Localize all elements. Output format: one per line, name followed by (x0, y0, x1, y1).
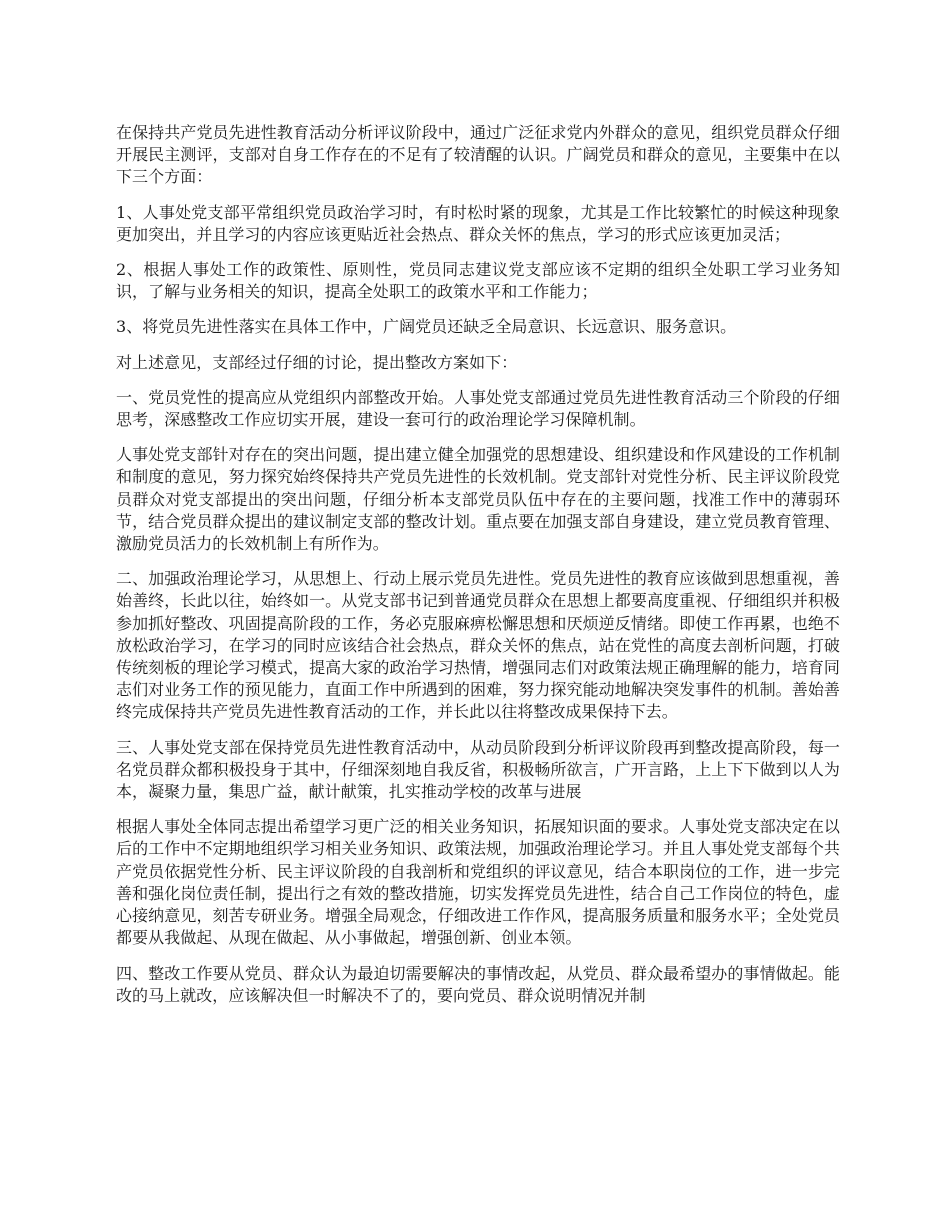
opinion-item-3: 3、将党员先进性落实在具体工作中，广阔党员还缺乏全局意识、长远意识、服务意识。 (116, 317, 737, 337)
intro-paragraph: 在保持共产党员先进性教育活动分析评议阶段中，通过广泛征求党内外群众的意见，组织党员群众仔细开展民主测评，支部对自身工作存在的不足有了较清醒的认识。广阔党员和群众的意见，主要集中在以下三个方面： (116, 123, 840, 187)
rectification-lead: 对上述意见，支部经过仔细的讨论，提出整改方案如下： (116, 352, 518, 372)
opinion-item-1: 1、人事处党支部平常组织党员政治学习时，有时松时紧的现象，尤其是工作比较繁忙的时候这种现象更加突出，并且学习的内容应该更贴近社会热点、群众关怀的焦点，学习的形式应该更加灵活； (116, 202, 840, 244)
opinion-item-2: 2、根据人事处工作的政策性、原则性，党员同志建议党支部应该不定期的组织全处职工学习业务知识，了解与业务相关的知识，提高全处职工的政策水平和工作能力； (116, 260, 840, 302)
section-four-paragraph: 四、整改工作要从党员、群众认为最迫切需要解决的事情改起，从党员、群众最希望办的事情做起。能改的马上就改，应该解决但一时解决不了的，要向党员、群众说明情况并制 (116, 963, 840, 1005)
section-three-body: 根据人事处全体同志提出希望学习更广泛的相关业务知识，拓展知识面的要求。人事处党支部决定在以后的工作中不定期地组织学习相关业务知识、政策法规，加强政治理论学习。并且人事处党支部每个共产党员依据党性分析、民主评议阶段的自我剖析和党组织的评议意见，结合本职岗位的工作，进一步完善和强化岗位责任制，提出行之有效的整改措施，切实发挥党员先进性，结合自己工作岗位的特色，虚心接纳意见，刻苦专研业务。增强全局观念，仔细改进工作作风，提高服务质量和服务水平；全处党员都要从我做起、从现在做起、从小事做起，增强创新、创业本领。 (116, 817, 840, 948)
section-three-paragraph: 三、人事处党支部在保持党员先进性教育活动中，从动员阶段到分析评议阶段再到整改提高阶段，每一名党员群众都积极投身于其中，仔细深刻地自我反省，积极畅所欲言，广开言路，上上下下做到以人为本，凝聚力量，集思广益，献计献策，扎实推动学校的改革与进展 (116, 737, 840, 802)
document-body (116, 122, 840, 1020)
section-one-heading-paragraph: 一、党员党性的提高应从党组织内部整改开始。人事处党支部通过党员先进性教育活动三个阶段的仔细思考，深感整改工作应切实开展，建设一套可行的政治理论学习保障机制。 (116, 387, 840, 430)
section-one-body: 人事处党支部针对存在的突出问题，提出建立健全加强党的思想建设、组织建设和作风建设的工作机制和制度的意见，努力探究始终保持共产党员先进性的长效机制。党支部针对党性分析、民主评议阶段党员群众对党支部提出的突出问题，仔细分析本支部党员队伍中存在的主要问题，找准工作中的薄弱环节，结合党员群众提出的建议制定支部的整改计划。重点要在加强支部自身建设，建立党员教育管理、激励党员活力的长效机制上有所作为。 (116, 445, 840, 554)
section-two-paragraph: 二、加强政治理论学习，从思想上、行动上展示党员先进性。党员先进性的教育应该做到思想重视，善始善终，长此以往，始终如一。从党支部书记到普通党员群众在思想上都要高度重视、仔细组织并积极参加抓好整改、巩固提高阶段的工作，务必克服麻痹松懈思想和厌烦逆反情绪。即使工作再累，也绝不放松政治学习，在学习的同时应该结合社会热点，群众关怀的焦点，站在党性的高度去剖析问题，打破传统刻板的理论学习模式，提高大家的政治学习热情，增强同志们对政策法规正确理解的能力，培育同志们对业务工作的预见能力，直面工作中所遇到的困难，努力探究能动地解决突发事件的机制。善始善终完成保持共产党员先进性教育活动的工作，并长此以往将整改成果保持下去。 (116, 569, 840, 722)
